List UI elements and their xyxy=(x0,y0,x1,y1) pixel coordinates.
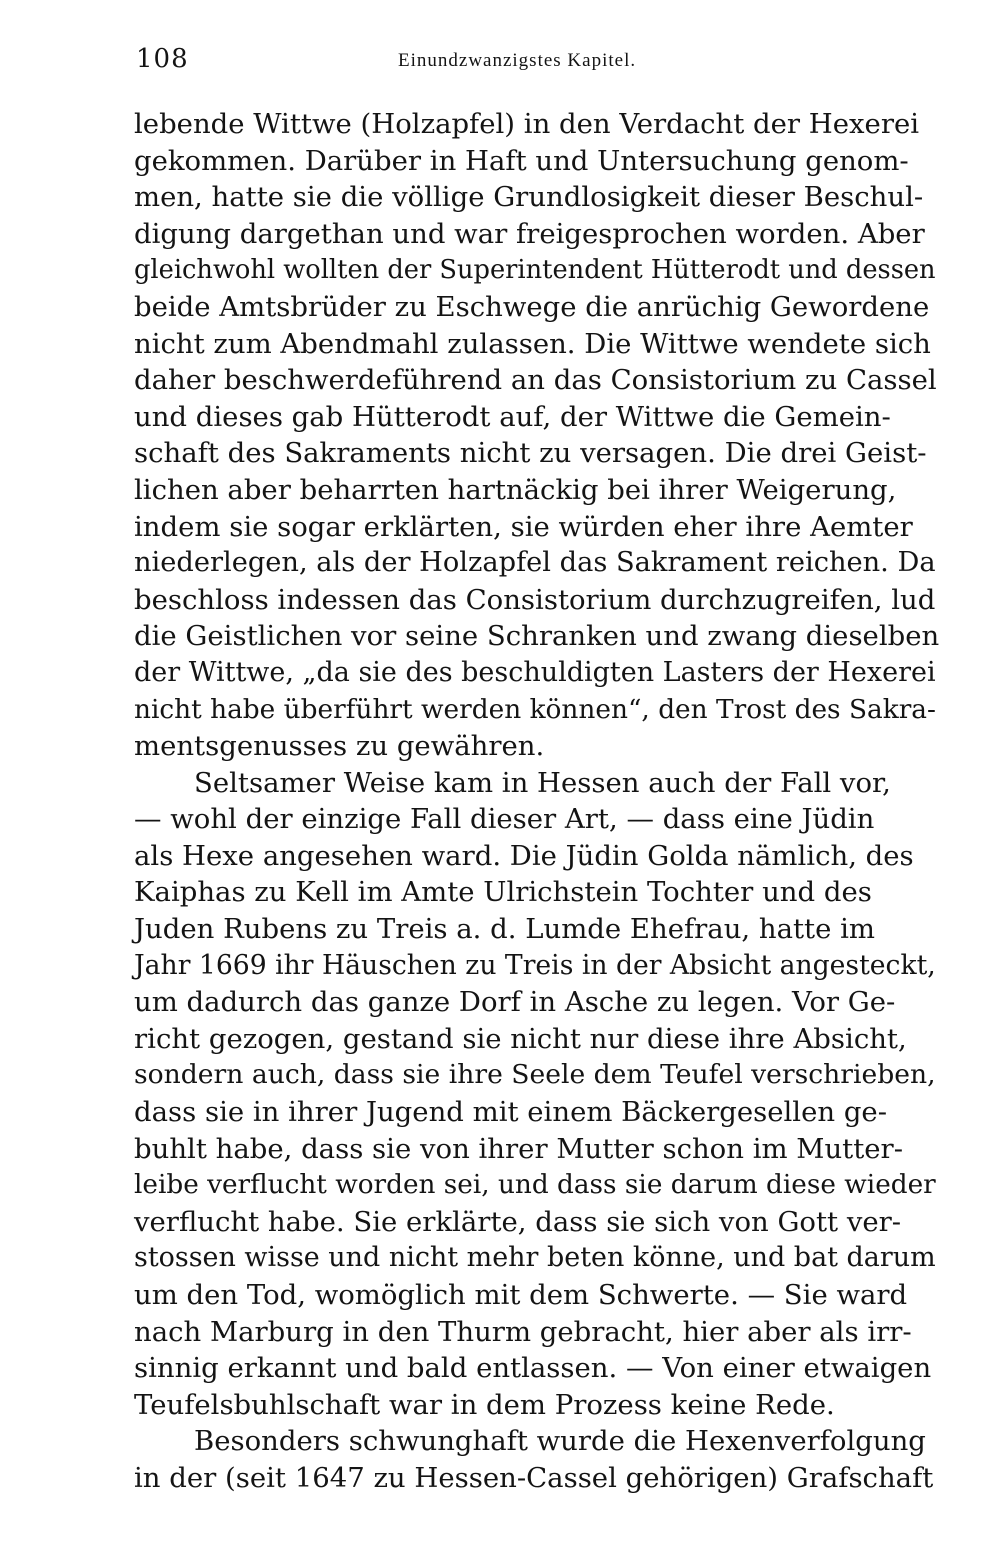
paragraph-3 xyxy=(134,1423,940,1496)
text-line: sinnig erkannt und bald entlassen. — Von einer etwaigen xyxy=(134,1352,932,1385)
page-number: 108 xyxy=(136,44,189,74)
running-head: Einundzwanzigstes Kapitel. xyxy=(398,50,637,71)
text-line: als Hexe angesehen ward. Die Jüdin Golda nämlich, des xyxy=(134,839,914,872)
text-line: daher beschwerdeführend an das Consistorium zu Cassel xyxy=(134,364,937,397)
text-line: leibe verflucht worden sei, und dass sie darum diese wieder xyxy=(134,1170,936,1201)
text-line: beide Amtsbrüder zu Eschwege die anrüchig Gewordene xyxy=(134,290,930,323)
body-text xyxy=(134,106,940,1497)
paragraph-2 xyxy=(134,765,940,1424)
text-line: verflucht habe. Sie erklärte, dass sie sich von Gott ver- xyxy=(134,1205,902,1238)
text-line: um den Tod, womöglich mit dem Schwerte. — Sie ward xyxy=(134,1279,908,1311)
text-line: in der (seit 1647 zu Hessen-Cassel gehörigen) Grafschaft xyxy=(134,1461,934,1494)
text-line: um dadurch das ganze Dorf in Asche zu legen. Vor Ge- xyxy=(134,986,896,1019)
text-line: stossen wisse und nicht mehr beten könne, und bat darum xyxy=(134,1242,936,1274)
text-line: die Geistlichen vor seine Schranken und zwang dieselben xyxy=(134,620,940,653)
text-line: dass sie in ihrer Jugend mit einem Bäckergesellen ge- xyxy=(134,1096,888,1129)
text-line: Teufelsbuhlschaft war in dem Prozess keine Rede. xyxy=(134,1388,835,1421)
text-line: Juden Rubens zu Treis a. d. Lumde Ehefrau, hatte im xyxy=(134,913,875,946)
text-line: schaft des Sakraments nicht zu versagen. Die drei Geist- xyxy=(134,437,927,470)
text-line: — wohl der einzige Fall dieser Art, — dass eine Jüdin xyxy=(134,803,875,836)
paragraph-1 xyxy=(134,106,940,765)
text-line: Kaiphas zu Kell im Amte Ulrichstein Tochter und des xyxy=(134,876,872,909)
text-line: nicht zum Abendmahl zulassen. Die Wittwe wendete sich xyxy=(134,327,931,360)
text-line: digung dargethan und war freigesprochen worden. Aber xyxy=(134,217,925,250)
text-line: mentsgenusses zu gewähren. xyxy=(134,730,545,763)
text-line: richt gezogen, gestand sie nicht nur diese ihre Absicht, xyxy=(134,1022,907,1055)
text-line: Besonders schwunghaft wurde die Hexenverfolgung xyxy=(194,1425,926,1458)
text-line: nach Marburg in den Thurm gebracht, hier aber als irr- xyxy=(134,1315,912,1348)
text-line: und dieses gab Hütterodt auf, der Wittwe die Gemein- xyxy=(134,400,891,433)
text-line: sondern auch, dass sie ihre Seele dem Teufel verschrieben, xyxy=(134,1059,936,1091)
text-line: Jahr 1669 ihr Häuschen zu Treis in der Absicht angesteckt, xyxy=(134,949,936,981)
text-line: gleichwohl wollten der Superintendent Hütterodt und dessen xyxy=(134,255,936,286)
text-line: nicht habe überführt werden können“, den Trost des Sakra- xyxy=(134,694,936,725)
text-line: beschloss indessen das Consistorium durchzugreifen, lud xyxy=(134,583,936,616)
text-line: gekommen. Darüber in Haft und Untersuchung genom- xyxy=(134,144,909,177)
text-line: niederlegen, als der Holzapfel das Sakrament reichen. Da xyxy=(134,547,936,579)
text-line: lichen aber beharrten hartnäckig bei ihrer Weigerung, xyxy=(134,473,897,506)
text-line: Seltsamer Weise kam in Hessen auch der Fall vor, xyxy=(194,766,891,799)
text-line: men, hatte sie die völlige Grundlosigkeit dieser Beschul- xyxy=(134,181,924,214)
page-header xyxy=(136,44,936,84)
text-line: buhlt habe, dass sie von ihrer Mutter schon im Mutter- xyxy=(134,1132,903,1165)
text-line: der Wittwe, „da sie des beschuldigten Lasters der Hexerei xyxy=(134,656,936,688)
text-line: indem sie sogar erklärten, sie würden eher ihre Aemter xyxy=(134,510,913,543)
text-line: lebende Wittwe (Holzapfel) in den Verdacht der Hexerei xyxy=(134,108,920,140)
